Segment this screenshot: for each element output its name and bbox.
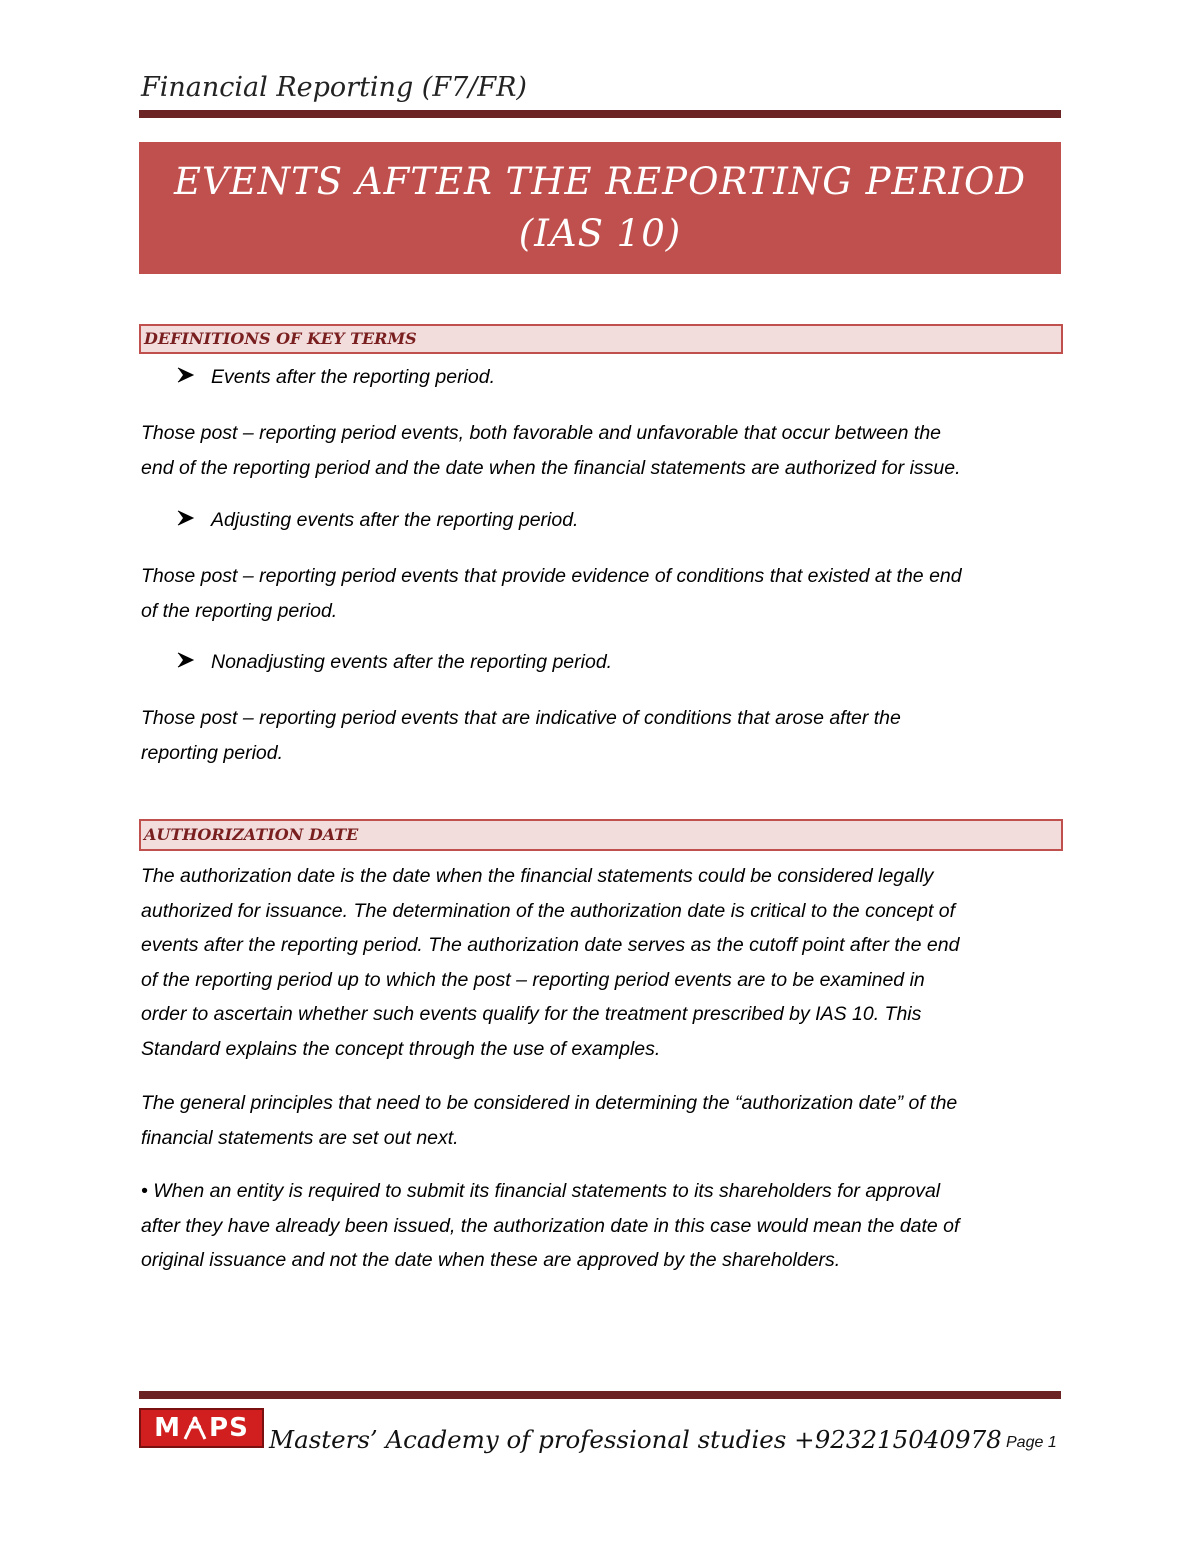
paragraph-line: authorized for issuance. The determination of the authorization date is critical to the concept of <box>141 899 956 922</box>
logo-letter-m: M <box>154 1413 182 1443</box>
arrow-bullet-icon <box>176 366 198 389</box>
paragraph-line: end of the reporting period and the date when the financial statements are authorized for issue. <box>141 456 961 479</box>
definition-term-3 <box>176 651 612 674</box>
banner-title-line-2: (IAS 10) <box>518 212 682 255</box>
page-number: Page 1 <box>1006 1434 1057 1451</box>
paragraph-line: The general principles that need to be considered in determining the “authorization date” of the <box>141 1092 958 1114</box>
authorization-paragraph-2 <box>141 1086 1066 1155</box>
section-heading-definitions: DEFINITIONS OF KEY TERMS <box>139 324 1063 354</box>
paragraph-line: of the reporting period. <box>141 599 338 622</box>
document-header-title: Financial Reporting (F7/FR) <box>141 72 527 103</box>
definition-term-text: Events after the reporting period. <box>211 366 495 388</box>
definition-paragraph-1 <box>141 416 1066 485</box>
paragraph-line: financial statements are set out next. <box>141 1126 459 1149</box>
definition-paragraph-3 <box>141 701 1066 770</box>
definition-term-2 <box>176 509 578 532</box>
definition-term-text: Nonadjusting events after the reporting period. <box>211 651 613 673</box>
paragraph-line: reporting period. <box>141 741 284 764</box>
paragraph-line: Those post – reporting period events, both favorable and unfavorable that occur between the <box>141 422 942 444</box>
footer-academy-text: Masters’ Academy of professional studies +923215040978 <box>269 1425 1002 1454</box>
paragraph-line: of the reporting period up to which the post – reporting period events are to be examined in <box>141 968 925 991</box>
paragraph-line: The authorization date is the date when the financial statements could be considered legally <box>141 865 934 887</box>
paragraph-line: order to ascertain whether such events qualify for the treatment prescribed by IAS 10. This <box>141 1003 922 1025</box>
header-rule <box>139 110 1061 118</box>
authorization-paragraph-1 <box>141 859 1066 1066</box>
definition-term-text: Adjusting events after the reporting period. <box>211 509 579 531</box>
arrow-bullet-icon <box>176 651 198 674</box>
maps-logo <box>139 1408 264 1448</box>
paragraph-line: events after the reporting period. The authorization date serves as the cutoff point after the end <box>141 934 960 956</box>
banner-title-line-1: EVENTS AFTER THE REPORTING PERIOD <box>174 160 1026 203</box>
arrow-bullet-icon <box>176 509 198 532</box>
logo-letters-ps: PS <box>209 1413 249 1443</box>
paragraph-line: after they have already been issued, the authorization date in this case would mean the date of <box>141 1214 960 1237</box>
definition-paragraph-2 <box>141 559 1066 628</box>
paragraph-line: Standard explains the concept through the use of examples. <box>141 1037 661 1060</box>
title-banner <box>139 142 1061 274</box>
paragraph-line: Those post – reporting period events that provide evidence of conditions that existed at the end <box>141 565 962 587</box>
footer-rule <box>139 1391 1061 1399</box>
definition-term-1 <box>176 366 495 389</box>
paragraph-line: Those post – reporting period events that are indicative of conditions that arose after the <box>141 707 901 729</box>
paragraph-line: original issuance and not the date when these are approved by the shareholders. <box>141 1249 841 1271</box>
compass-figure-icon <box>182 1415 208 1441</box>
section-heading-authorization: AUTHORIZATION DATE <box>139 819 1063 851</box>
paragraph-line: • When an entity is required to submit its financial statements to its shareholders for approval <box>141 1180 941 1202</box>
authorization-paragraph-3 <box>141 1174 1066 1278</box>
